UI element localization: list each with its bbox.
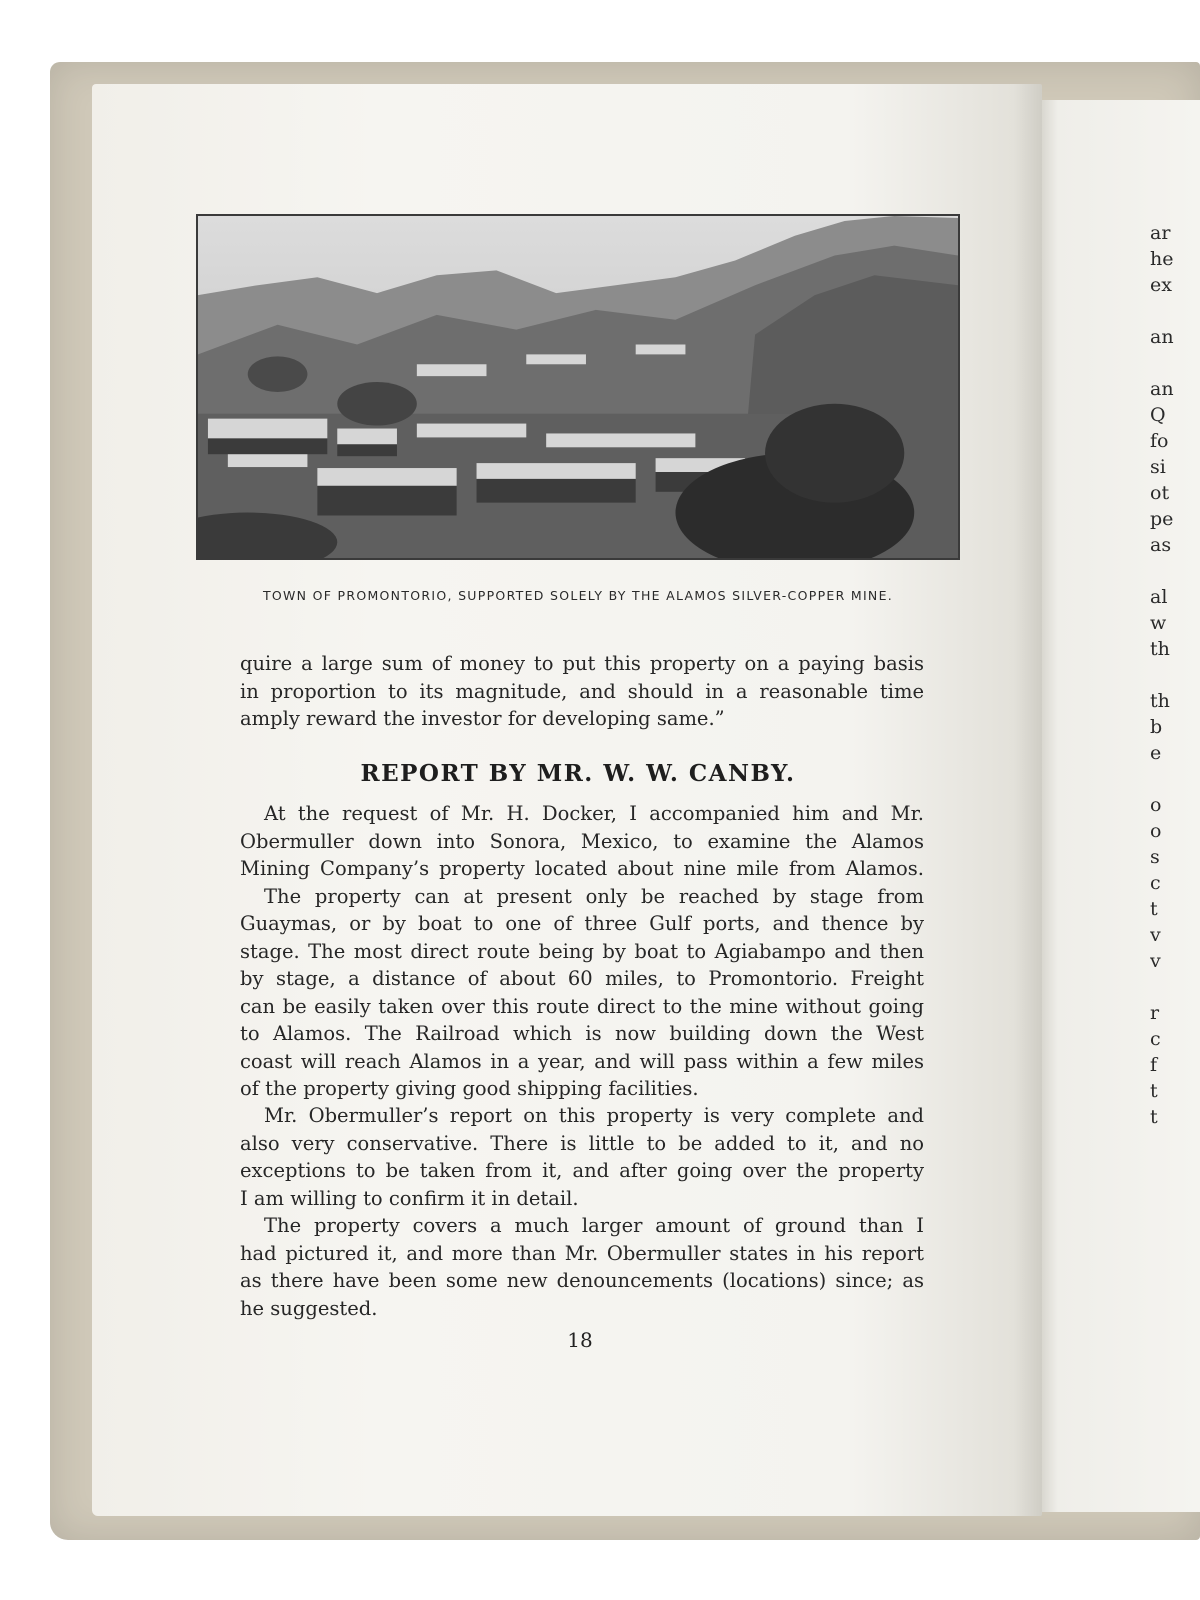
right-page-fragment: al (1150, 586, 1168, 608)
text-line: At the request of Mr. H. Docker, I accompanied him and Mr. (264, 802, 924, 825)
right-page-fragment: r (1150, 1002, 1160, 1024)
text-line: he suggested. (240, 1296, 378, 1320)
text-line: amply reward the investor for developing same.” (240, 707, 725, 730)
photo-mountain-town-icon (198, 216, 958, 558)
page-number: 18 (567, 1328, 593, 1352)
text-line: as there have been some new denouncements (locations) since; as (240, 1269, 924, 1292)
text-line: The property covers a much larger amount of ground than I (264, 1214, 924, 1237)
town-photograph (196, 214, 960, 560)
text-line: quire a large sum of money to put this property on a paying basis (240, 652, 924, 675)
right-page-fragment: t (1150, 1080, 1158, 1102)
text-line: The property can at present only be reached by stage from (264, 884, 924, 908)
text-line: to Alamos. The Railroad which is now building down the West (240, 1022, 924, 1045)
text-line: Guaymas, or by boat to one of three Gulf ports, and thence by (240, 912, 924, 935)
right-page-fragment: f (1150, 1054, 1158, 1076)
right-page-fragment: pe (1150, 508, 1174, 530)
right-page-fragment: t (1150, 1106, 1158, 1128)
right-page-fragment: he (1150, 248, 1174, 270)
right-page-fragment: ar (1150, 222, 1171, 244)
text-line: stage. The most direct route being by boat to Agiabampo and then (240, 939, 924, 963)
right-page-fragment: fo (1150, 430, 1169, 452)
report-paragraph-1 (240, 800, 924, 1103)
right-page-fragment: s (1150, 846, 1160, 868)
right-page-fragment (1150, 298, 1200, 324)
text-line: had pictured it, and more than Mr. Obermuller states in his report (240, 1241, 924, 1265)
right-page-fragment: t (1150, 898, 1158, 920)
right-page-fragment: w (1150, 612, 1167, 634)
right-page-fragment: th (1150, 638, 1170, 660)
right-page-fragment: c (1150, 1028, 1161, 1050)
right-page-fragment: th (1150, 690, 1170, 712)
right-page-fragment (1150, 766, 1200, 792)
right-page-fragment: o (1150, 820, 1162, 842)
right-page-fragment (1150, 350, 1200, 376)
text-line: exceptions to be taken from it, and after going over the property (240, 1159, 924, 1182)
section-heading: REPORT BY MR. W. W. CANBY. (360, 760, 796, 787)
text-line: Mr. Obermuller’s report on this property is very complete and (264, 1104, 924, 1127)
right-page-fragment (1150, 662, 1200, 688)
text-line: can be easily taken over this route direct to the mine without going (240, 994, 924, 1018)
text-line: Mining Company’s property located about nine mile from Alamos. (240, 857, 924, 880)
right-page-fragment: b (1150, 716, 1163, 738)
photo-caption: TOWN OF PROMONTORIO, SUPPORTED SOLELY BY THE ALAMOS SILVER-COPPER MINE. (262, 588, 894, 603)
report-paragraph-3 (240, 1212, 924, 1322)
right-page-fragment: c (1150, 872, 1161, 894)
right-page-fragment (1150, 974, 1200, 1000)
intro-text (240, 650, 924, 733)
text-line: also very conservative. There is little to be added to it, and no (240, 1131, 924, 1155)
text-line: in proportion to its magnitude, and should in a reasonable time (240, 679, 924, 703)
right-page-fragment: e (1150, 742, 1162, 764)
right-page-fragment: o (1150, 794, 1162, 816)
right-page-fragment: ot (1150, 482, 1170, 504)
text-line: of the property giving good shipping facilities. (240, 1077, 699, 1100)
right-page-fragment (1150, 558, 1200, 584)
text-line: coast will reach Alamos in a year, and will pass within a few miles (240, 1049, 924, 1073)
right-page-fragment: ex (1150, 274, 1172, 296)
right-page-fragments (1150, 220, 1200, 1130)
right-page-fragment: an (1150, 326, 1174, 348)
right-page-fragment: as (1150, 534, 1172, 556)
text-line: by stage, a distance of about 60 miles, to Promontorio. Freight (240, 967, 924, 990)
right-page-fragment: Q (1150, 404, 1166, 426)
text-line: Obermuller down into Sonora, Mexico, to examine the Alamos (240, 829, 924, 853)
right-page-fragment: v (1150, 950, 1161, 972)
report-paragraph-2 (240, 1102, 924, 1212)
right-page-fragment: an (1150, 378, 1174, 400)
right-page-fragment: v (1150, 924, 1161, 946)
text-line: I am willing to confirm it in detail. (240, 1186, 579, 1210)
right-page-fragment: si (1150, 456, 1166, 478)
